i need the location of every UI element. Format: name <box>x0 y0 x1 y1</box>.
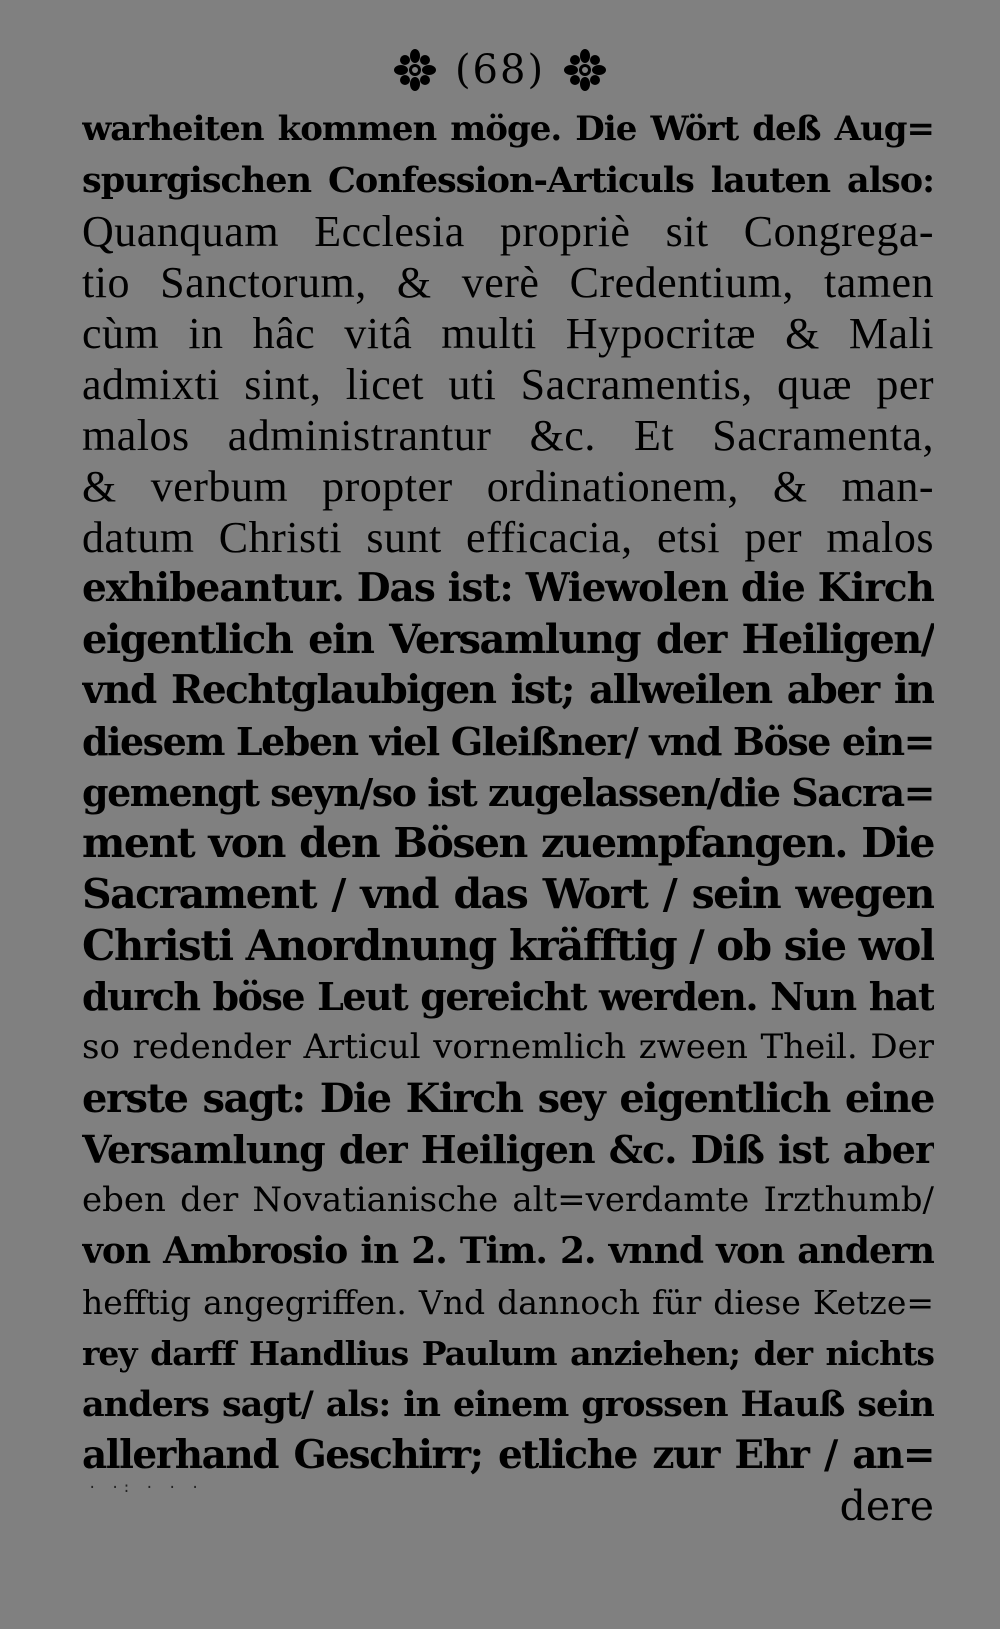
text-line: cùm in hâc vitâ multi Hypocritæ & Mali <box>82 309 934 358</box>
body-text <box>82 104 934 1532</box>
text-line: anders sagt/ als: in einem grossen Hauß sein <box>82 1384 934 1425</box>
text-line: allerhand Geschirr; etliche zur Ehr / an= <box>82 1432 934 1478</box>
text-line: eben der Novatianische alt=verdamte Irzthumb/ <box>82 1180 934 1220</box>
page-number: (68) <box>454 47 546 93</box>
text-line: datum Christi sunt efficacia, etsi per malos <box>82 513 934 562</box>
text-line: admixti sint, licet uti Sacramentis, quæ per <box>82 360 934 409</box>
text-line: vnd Rechtglaubigen ist; allweilen aber in <box>82 667 934 713</box>
text-line: so redender Articul vornemlich zween Theil. Der <box>82 1027 934 1067</box>
flower-ornament-icon <box>393 48 437 92</box>
text-line: warheiten kommen möge. Die Wört deß Aug= <box>82 109 934 149</box>
text-line: Quanquam Ecclesia propriè sit Congrega- <box>82 207 934 256</box>
text-line: dere <box>839 1482 934 1530</box>
text-line: exhibeantur. Das ist: Wiewolen die Kirch <box>82 565 934 611</box>
flower-ornament-icon <box>563 48 607 92</box>
text-line: malos administrantur &c. Et Sacramenta, <box>82 411 934 460</box>
text-line: diesem Leben viel Gleißner/ vnd Böse ein= <box>82 719 934 764</box>
text-line: erste sagt: Die Kirch sey eigentlich eine <box>82 1075 934 1122</box>
text-line: spurgischen Confession-Articuls lauten also: <box>82 160 934 201</box>
text-line: Christi Anordnung kräfftig / ob sie wol <box>82 921 934 970</box>
text-line: Sacrament / vnd das Wort / sein wegen <box>82 870 934 918</box>
text-line: ment von den Bösen zuempfangen. Die <box>82 819 934 867</box>
text-line: tio Sanctorum, & verè Credentium, tamen <box>82 258 934 307</box>
text-line: durch böse Leut gereicht werden. Nun hat <box>82 974 934 1019</box>
text-line: Versamlung der Heiligen &c. Diß ist aber <box>82 1127 934 1172</box>
text-line: hefftig angegriffen. Vnd dannoch für diese Ketze= <box>82 1283 934 1322</box>
text-line: eigentlich ein Versamlung der Heiligen/ <box>82 616 934 663</box>
text-line: & verbum propter ordinationem, & man- <box>82 462 934 511</box>
text-line: gemengt seyn/so ist zugelassen/die Sacra= <box>82 770 934 815</box>
printing-specks: · ·: · · · <box>88 1480 203 1496</box>
text-line: rey darff Handlius Paulum anziehen; der nichts <box>82 1334 934 1373</box>
text-line: von Ambrosio in 2. Tim. 2. vnnd von andern <box>82 1230 934 1272</box>
page-header <box>0 40 1000 100</box>
